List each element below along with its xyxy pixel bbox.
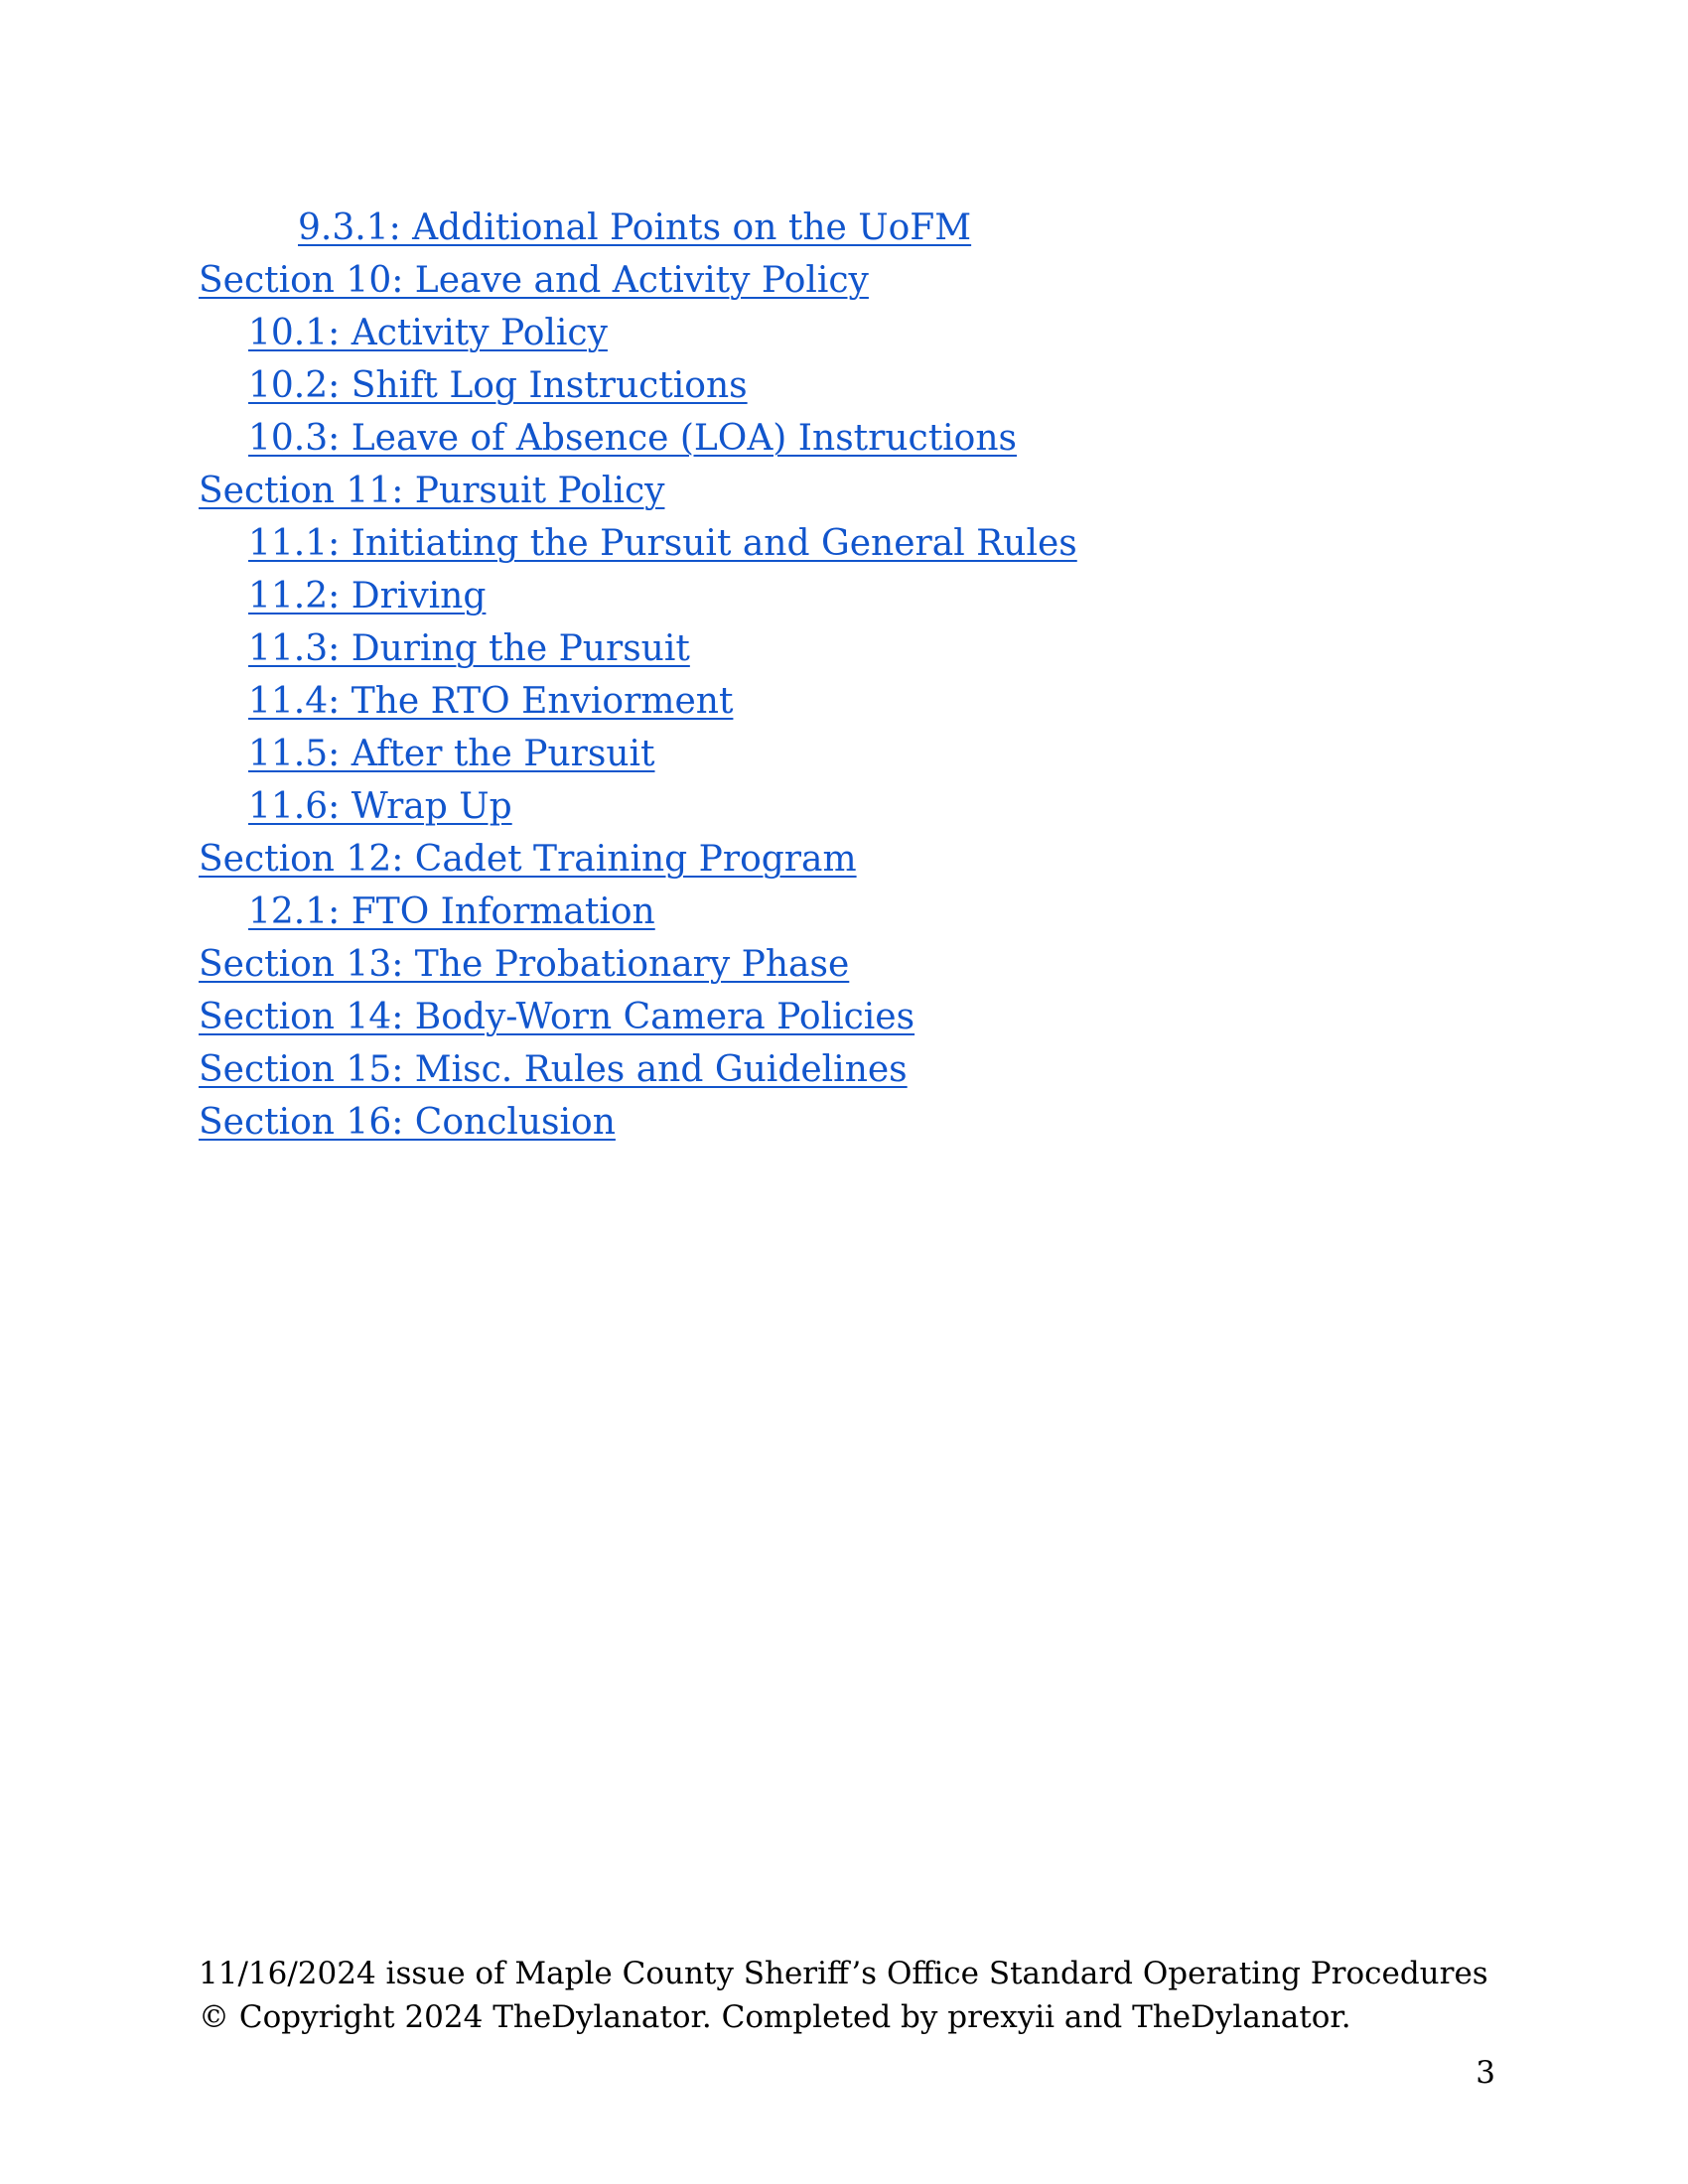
toc-link[interactable]: 12.1: FTO Information bbox=[248, 891, 655, 932]
toc-link[interactable]: Section 12: Cadet Training Program bbox=[199, 839, 857, 880]
page-number: 3 bbox=[1476, 2055, 1495, 2091]
toc-link[interactable]: 11.2: Driving bbox=[248, 576, 487, 616]
footer-copyright-line: © Copyright 2024 TheDylanator. Completed by prexyii and TheDylanator. bbox=[199, 1999, 1351, 2035]
toc-link[interactable]: 11.1: Initiating the Pursuit and General Rules bbox=[248, 523, 1077, 564]
toc-link[interactable]: 9.3.1: Additional Points on the UoFM bbox=[298, 207, 972, 248]
toc-link[interactable]: Section 16: Conclusion bbox=[199, 1102, 616, 1143]
toc-link[interactable]: Section 14: Body-Worn Camera Policies bbox=[199, 997, 915, 1037]
table-of-contents bbox=[199, 205, 1489, 1153]
page-footer bbox=[199, 1952, 1509, 2039]
toc-link[interactable]: Section 13: The Probationary Phase bbox=[199, 944, 850, 985]
toc-link[interactable]: 10.2: Shift Log Instructions bbox=[248, 365, 748, 406]
toc-link[interactable]: 10.1: Activity Policy bbox=[248, 313, 608, 353]
toc-link[interactable]: 10.3: Leave of Absence (LOA) Instructions bbox=[248, 418, 1018, 459]
toc-link[interactable]: 11.5: After the Pursuit bbox=[248, 734, 655, 774]
footer-issue-line: 11/16/2024 issue of Maple County Sheriff’s Office Standard Operating Procedures bbox=[199, 1956, 1488, 1991]
toc-link[interactable]: 11.3: During the Pursuit bbox=[248, 628, 690, 669]
toc-link[interactable]: Section 15: Misc. Rules and Guidelines bbox=[199, 1049, 908, 1090]
toc-link[interactable]: Section 11: Pursuit Policy bbox=[199, 471, 665, 511]
toc-link[interactable]: 11.4: The RTO Enviorment bbox=[248, 681, 734, 722]
toc-link[interactable]: Section 10: Leave and Activity Policy bbox=[199, 260, 869, 301]
toc-link[interactable]: 11.6: Wrap Up bbox=[248, 786, 512, 827]
